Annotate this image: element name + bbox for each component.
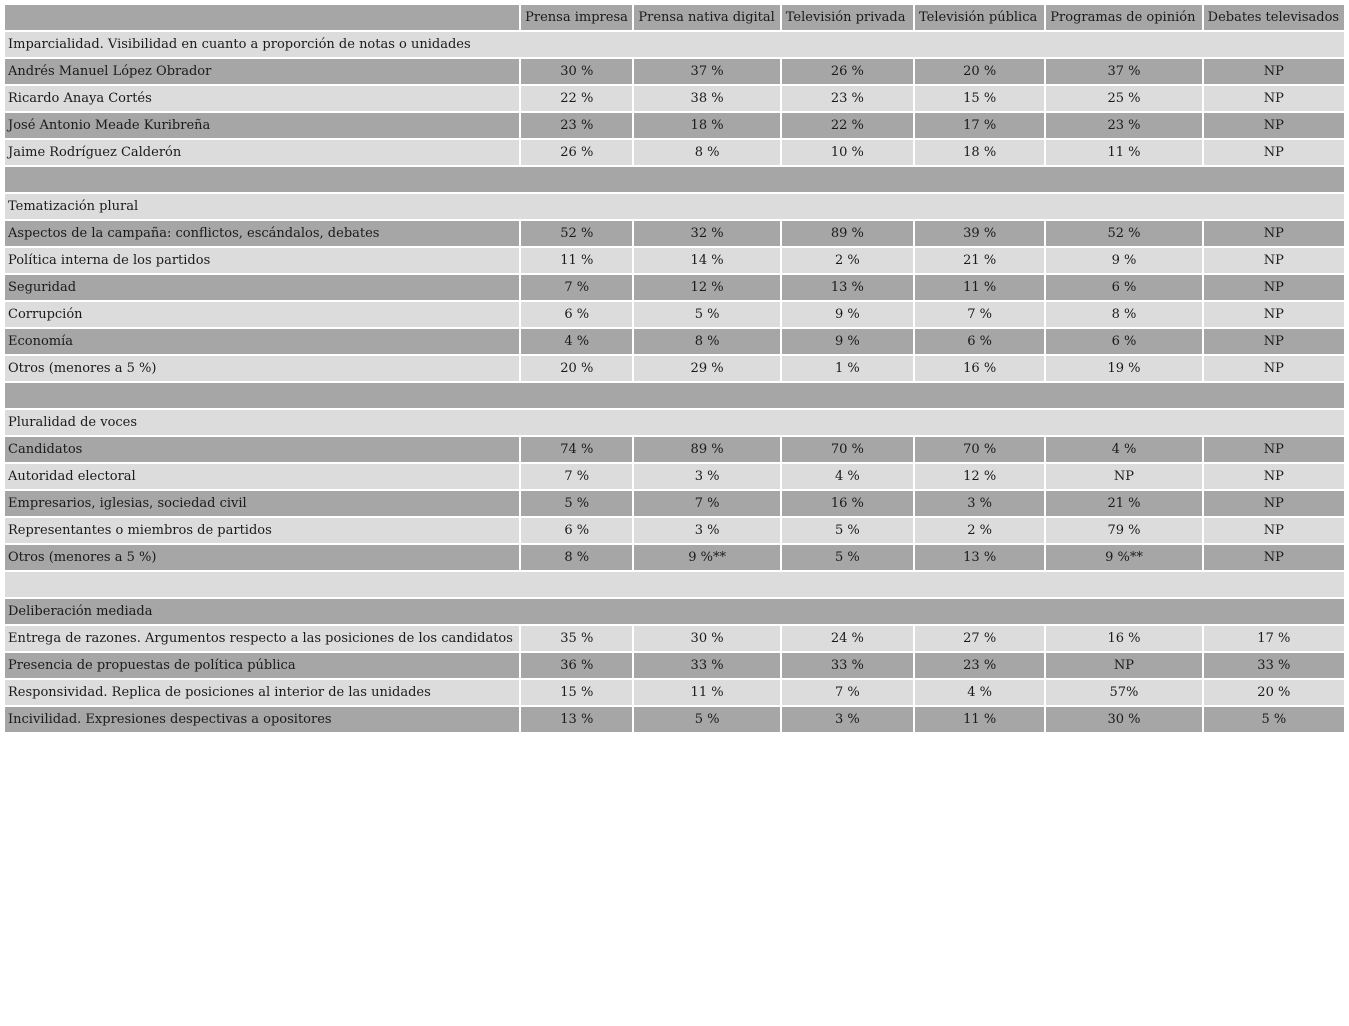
value-cell: 5 % xyxy=(521,491,632,516)
value-cell: 18 % xyxy=(634,113,779,138)
value-cell: 26 % xyxy=(782,59,913,84)
section-title: Imparcialidad. Visibilidad en cuanto a proporción de notas o unidades xyxy=(5,32,1344,57)
value-cell: NP xyxy=(1204,437,1344,462)
header-row xyxy=(5,5,1344,30)
row-label: Representantes o miembros de partidos xyxy=(5,518,519,543)
table-row xyxy=(5,113,1344,138)
table-row xyxy=(5,626,1344,651)
spacer-cell xyxy=(5,383,1344,408)
value-cell: 3 % xyxy=(782,707,913,732)
row-label: Jaime Rodríguez Calderón xyxy=(5,140,519,165)
value-cell: 16 % xyxy=(782,491,913,516)
table-row xyxy=(5,59,1344,84)
value-cell: NP xyxy=(1046,653,1201,678)
value-cell: 8 % xyxy=(634,140,779,165)
row-label: Corrupción xyxy=(5,302,519,327)
table-row xyxy=(5,221,1344,246)
value-cell: 70 % xyxy=(782,437,913,462)
header-prensa-impresa: Prensa impresa xyxy=(521,5,632,30)
value-cell: NP xyxy=(1204,275,1344,300)
value-cell: 23 % xyxy=(1046,113,1201,138)
value-cell: 29 % xyxy=(634,356,779,381)
value-cell: 37 % xyxy=(1046,59,1201,84)
value-cell: 52 % xyxy=(521,221,632,246)
value-cell: NP xyxy=(1204,545,1344,570)
value-cell: 11 % xyxy=(1046,140,1201,165)
value-cell: 5 % xyxy=(634,302,779,327)
spacer-row xyxy=(5,383,1344,408)
table-row xyxy=(5,707,1344,732)
value-cell: 89 % xyxy=(634,437,779,462)
value-cell: NP xyxy=(1204,356,1344,381)
value-cell: 7 % xyxy=(521,464,632,489)
value-cell: 8 % xyxy=(634,329,779,354)
value-cell: 15 % xyxy=(915,86,1044,111)
value-cell: 6 % xyxy=(1046,275,1201,300)
row-label: Aspectos de la campaña: conflictos, escándalos, debates xyxy=(5,221,519,246)
value-cell: 5 % xyxy=(634,707,779,732)
value-cell: 23 % xyxy=(915,653,1044,678)
value-cell: 2 % xyxy=(915,518,1044,543)
value-cell: 30 % xyxy=(521,59,632,84)
table-row xyxy=(5,329,1344,354)
spacer-cell xyxy=(5,167,1344,192)
value-cell: 22 % xyxy=(521,86,632,111)
value-cell: 24 % xyxy=(782,626,913,651)
value-cell: NP xyxy=(1204,329,1344,354)
value-cell: 89 % xyxy=(782,221,913,246)
row-label: Seguridad xyxy=(5,275,519,300)
value-cell: 70 % xyxy=(915,437,1044,462)
value-cell: 11 % xyxy=(915,707,1044,732)
value-cell: NP xyxy=(1204,113,1344,138)
header-prensa-nativa-digital: Prensa nativa digital xyxy=(634,5,779,30)
value-cell: 8 % xyxy=(1046,302,1201,327)
value-cell: 23 % xyxy=(782,86,913,111)
section-title: Tematización plural xyxy=(5,194,1344,219)
value-cell: 6 % xyxy=(521,302,632,327)
value-cell: 7 % xyxy=(634,491,779,516)
value-cell: NP xyxy=(1204,464,1344,489)
row-label: José Antonio Meade Kuribreña xyxy=(5,113,519,138)
value-cell: NP xyxy=(1204,59,1344,84)
table-row xyxy=(5,86,1344,111)
value-cell: 16 % xyxy=(1046,626,1201,651)
value-cell: 39 % xyxy=(915,221,1044,246)
value-cell: 13 % xyxy=(915,545,1044,570)
value-cell: 9 % xyxy=(782,302,913,327)
row-label: Incivilidad. Expresiones despectivas a opositores xyxy=(5,707,519,732)
section-title: Pluralidad de voces xyxy=(5,410,1344,435)
value-cell: 7 % xyxy=(915,302,1044,327)
value-cell: 20 % xyxy=(915,59,1044,84)
table-row xyxy=(5,275,1344,300)
value-cell: 8 % xyxy=(521,545,632,570)
table-row xyxy=(5,356,1344,381)
row-label: Otros (menores a 5 %) xyxy=(5,356,519,381)
row-label: Empresarios, iglesias, sociedad civil xyxy=(5,491,519,516)
header-television-privada: Televisión privada xyxy=(782,5,913,30)
value-cell: 30 % xyxy=(634,626,779,651)
data-table-container xyxy=(3,3,1346,734)
value-cell: 11 % xyxy=(634,680,779,705)
section-title-row xyxy=(5,599,1344,624)
row-label: Autoridad electoral xyxy=(5,464,519,489)
row-label: Otros (menores a 5 %) xyxy=(5,545,519,570)
value-cell: 74 % xyxy=(521,437,632,462)
value-cell: 33 % xyxy=(634,653,779,678)
table-row xyxy=(5,653,1344,678)
value-cell: 19 % xyxy=(1046,356,1201,381)
value-cell: 16 % xyxy=(915,356,1044,381)
row-label: Economía xyxy=(5,329,519,354)
value-cell: 57% xyxy=(1046,680,1201,705)
spacer-row xyxy=(5,167,1344,192)
value-cell: 35 % xyxy=(521,626,632,651)
row-label: Responsividad. Replica de posiciones al interior de las unidades xyxy=(5,680,519,705)
value-cell: NP xyxy=(1204,491,1344,516)
value-cell: 12 % xyxy=(915,464,1044,489)
value-cell: 12 % xyxy=(634,275,779,300)
value-cell: 11 % xyxy=(521,248,632,273)
table-row xyxy=(5,464,1344,489)
value-cell: 4 % xyxy=(1046,437,1201,462)
section-title: Deliberación mediada xyxy=(5,599,1344,624)
row-label: Política interna de los partidos xyxy=(5,248,519,273)
spacer-cell xyxy=(5,572,1344,597)
value-cell: 9 %** xyxy=(1046,545,1201,570)
value-cell: 38 % xyxy=(634,86,779,111)
value-cell: 32 % xyxy=(634,221,779,246)
value-cell: 27 % xyxy=(915,626,1044,651)
value-cell: NP xyxy=(1204,248,1344,273)
value-cell: NP xyxy=(1204,86,1344,111)
value-cell: 15 % xyxy=(521,680,632,705)
value-cell: 33 % xyxy=(782,653,913,678)
header-corner-cell xyxy=(5,5,519,30)
value-cell: 26 % xyxy=(521,140,632,165)
value-cell: 9 %** xyxy=(634,545,779,570)
value-cell: 6 % xyxy=(915,329,1044,354)
value-cell: 4 % xyxy=(521,329,632,354)
results-table xyxy=(3,3,1346,734)
value-cell: 3 % xyxy=(634,464,779,489)
value-cell: NP xyxy=(1204,221,1344,246)
value-cell: 2 % xyxy=(782,248,913,273)
value-cell: 7 % xyxy=(782,680,913,705)
table-row xyxy=(5,437,1344,462)
value-cell: 33 % xyxy=(1204,653,1344,678)
value-cell: 11 % xyxy=(915,275,1044,300)
value-cell: 52 % xyxy=(1046,221,1201,246)
header-debates-televisados: Debates televisados xyxy=(1204,5,1344,30)
value-cell: 7 % xyxy=(521,275,632,300)
table-row xyxy=(5,680,1344,705)
section-title-row xyxy=(5,410,1344,435)
value-cell: 17 % xyxy=(915,113,1044,138)
value-cell: 3 % xyxy=(634,518,779,543)
value-cell: 6 % xyxy=(1046,329,1201,354)
value-cell: 37 % xyxy=(634,59,779,84)
row-label: Andrés Manuel López Obrador xyxy=(5,59,519,84)
table-row xyxy=(5,302,1344,327)
value-cell: 4 % xyxy=(782,464,913,489)
value-cell: 79 % xyxy=(1046,518,1201,543)
row-label: Ricardo Anaya Cortés xyxy=(5,86,519,111)
header-television-publica: Televisión pública xyxy=(915,5,1044,30)
value-cell: 14 % xyxy=(634,248,779,273)
section-title-row xyxy=(5,194,1344,219)
value-cell: 10 % xyxy=(782,140,913,165)
table-row xyxy=(5,518,1344,543)
value-cell: 9 % xyxy=(782,329,913,354)
value-cell: 5 % xyxy=(782,545,913,570)
table-row xyxy=(5,545,1344,570)
row-label: Candidatos xyxy=(5,437,519,462)
row-label: Entrega de razones. Argumentos respecto a las posiciones de los candidatos xyxy=(5,626,519,651)
row-label: Presencia de propuestas de política pública xyxy=(5,653,519,678)
value-cell: 23 % xyxy=(521,113,632,138)
value-cell: 20 % xyxy=(1204,680,1344,705)
value-cell: 6 % xyxy=(521,518,632,543)
value-cell: 20 % xyxy=(521,356,632,381)
value-cell: 25 % xyxy=(1046,86,1201,111)
value-cell: NP xyxy=(1046,464,1201,489)
value-cell: 1 % xyxy=(782,356,913,381)
value-cell: 13 % xyxy=(782,275,913,300)
value-cell: 36 % xyxy=(521,653,632,678)
value-cell: 5 % xyxy=(1204,707,1344,732)
value-cell: NP xyxy=(1204,302,1344,327)
value-cell: NP xyxy=(1204,518,1344,543)
value-cell: NP xyxy=(1204,140,1344,165)
value-cell: 3 % xyxy=(915,491,1044,516)
value-cell: 22 % xyxy=(782,113,913,138)
header-programas-de-opinion: Programas de opinión xyxy=(1046,5,1201,30)
value-cell: 21 % xyxy=(915,248,1044,273)
value-cell: 4 % xyxy=(915,680,1044,705)
value-cell: 17 % xyxy=(1204,626,1344,651)
spacer-row xyxy=(5,572,1344,597)
value-cell: 18 % xyxy=(915,140,1044,165)
value-cell: 9 % xyxy=(1046,248,1201,273)
value-cell: 30 % xyxy=(1046,707,1201,732)
value-cell: 13 % xyxy=(521,707,632,732)
value-cell: 21 % xyxy=(1046,491,1201,516)
table-row xyxy=(5,248,1344,273)
section-title-row xyxy=(5,32,1344,57)
value-cell: 5 % xyxy=(782,518,913,543)
table-row xyxy=(5,491,1344,516)
table-row xyxy=(5,140,1344,165)
